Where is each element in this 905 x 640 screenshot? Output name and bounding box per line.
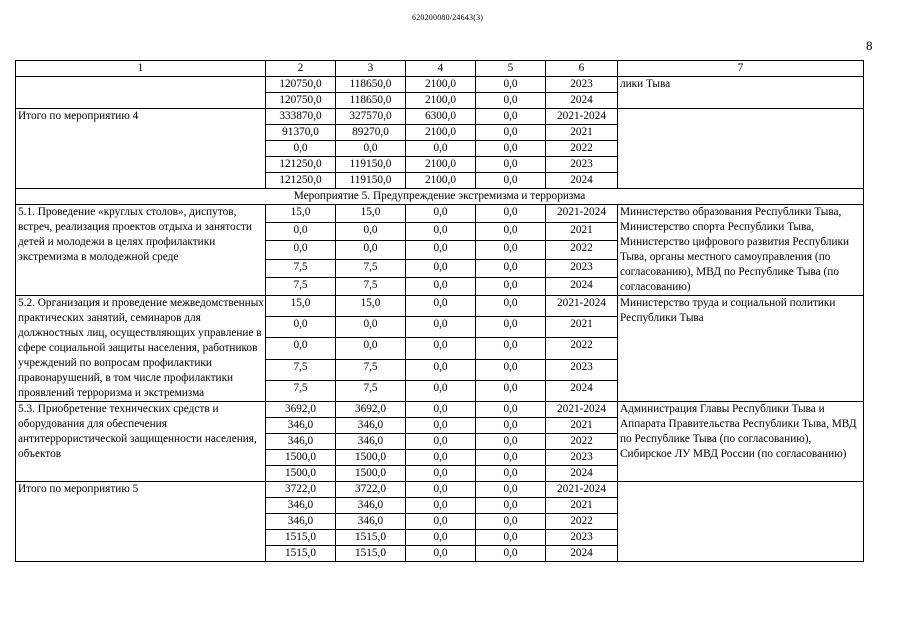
measure-name: 5.3. Приобретение технических средств и оборудования для обеспечения антитеррористической защищенности населения, объектов xyxy=(16,402,266,482)
table-cell: 0,0 xyxy=(406,317,476,338)
responsible-executor xyxy=(618,482,864,562)
table-cell: 0,0 xyxy=(476,514,546,530)
table-cell: 3722,0 xyxy=(266,482,336,498)
table-cell: 346,0 xyxy=(266,514,336,530)
table-cell: 2100,0 xyxy=(406,93,476,109)
header-row xyxy=(16,61,864,77)
table-cell: 2021 xyxy=(546,418,618,434)
table-cell: 0,0 xyxy=(336,338,406,359)
column-header: 7 xyxy=(618,61,864,77)
table-cell: 2023 xyxy=(546,157,618,173)
table-cell: 3692,0 xyxy=(266,402,336,418)
table-cell: 2100,0 xyxy=(406,157,476,173)
table-cell: 0,0 xyxy=(476,380,546,401)
table-cell: 0,0 xyxy=(476,546,546,562)
table-cell: 2022 xyxy=(546,241,618,259)
table-cell: 346,0 xyxy=(336,498,406,514)
table-cell: 2024 xyxy=(546,466,618,482)
table-cell: 2023 xyxy=(546,450,618,466)
table-cell: 346,0 xyxy=(266,434,336,450)
table-cell: 0,0 xyxy=(476,434,546,450)
table-cell: 7,5 xyxy=(266,380,336,401)
table-cell: 119150,0 xyxy=(336,173,406,189)
table-cell: 1500,0 xyxy=(336,466,406,482)
table-cell: 7,5 xyxy=(266,359,336,380)
measure-name xyxy=(16,77,266,109)
table-row xyxy=(16,205,864,223)
table-cell: 2023 xyxy=(546,530,618,546)
column-header: 6 xyxy=(546,61,618,77)
table-cell: 118650,0 xyxy=(336,93,406,109)
table-cell: 89270,0 xyxy=(336,125,406,141)
table-row xyxy=(16,296,864,317)
table-cell: 0,0 xyxy=(266,338,336,359)
table-cell: 2021-2024 xyxy=(546,296,618,317)
table-cell: 6300,0 xyxy=(406,109,476,125)
table-cell: 0,0 xyxy=(476,317,546,338)
document-id: 620200080/24643(3) xyxy=(412,13,484,22)
table-cell: 0,0 xyxy=(476,418,546,434)
table-cell: 2100,0 xyxy=(406,125,476,141)
table-cell: 7,5 xyxy=(266,259,336,277)
table-cell: 2022 xyxy=(546,434,618,450)
table-cell: 0,0 xyxy=(476,241,546,259)
table-row xyxy=(16,482,864,498)
table-cell: 0,0 xyxy=(266,141,336,157)
table-cell: 0,0 xyxy=(406,296,476,317)
table-cell: 2021 xyxy=(546,223,618,241)
table-cell: 2100,0 xyxy=(406,77,476,93)
table-cell: 327570,0 xyxy=(336,109,406,125)
column-header: 2 xyxy=(266,61,336,77)
table-cell: 0,0 xyxy=(476,450,546,466)
table-cell: 1500,0 xyxy=(336,450,406,466)
table-cell: 0,0 xyxy=(476,223,546,241)
table-cell: 0,0 xyxy=(476,141,546,157)
table-cell: 1500,0 xyxy=(266,450,336,466)
budget-table xyxy=(15,60,864,562)
column-header: 4 xyxy=(406,61,476,77)
table-cell: 2023 xyxy=(546,259,618,277)
table-cell: 15,0 xyxy=(266,296,336,317)
table-cell: 0,0 xyxy=(336,141,406,157)
table-cell: 0,0 xyxy=(406,141,476,157)
table-cell: 2023 xyxy=(546,77,618,93)
table-cell: 346,0 xyxy=(336,434,406,450)
table-cell: 346,0 xyxy=(266,498,336,514)
table-cell: 15,0 xyxy=(336,205,406,223)
table-cell: 2024 xyxy=(546,277,618,295)
table-cell: 0,0 xyxy=(406,418,476,434)
table-cell: 0,0 xyxy=(476,259,546,277)
table-cell: 0,0 xyxy=(406,498,476,514)
table-cell: 7,5 xyxy=(336,259,406,277)
table-cell: 2021-2024 xyxy=(546,109,618,125)
table-cell: 0,0 xyxy=(406,514,476,530)
table-cell: 0,0 xyxy=(476,466,546,482)
table-cell: 346,0 xyxy=(266,418,336,434)
measure-name: Итого по мероприятию 4 xyxy=(16,109,266,189)
table-cell: 2021-2024 xyxy=(546,482,618,498)
table-cell: 2021 xyxy=(546,125,618,141)
table-cell: 2024 xyxy=(546,380,618,401)
table-cell: 0,0 xyxy=(476,77,546,93)
table-cell: 120750,0 xyxy=(266,77,336,93)
table-cell: 0,0 xyxy=(476,482,546,498)
table-cell: 0,0 xyxy=(406,402,476,418)
table-cell: 0,0 xyxy=(476,296,546,317)
table-cell: 0,0 xyxy=(406,205,476,223)
table-cell: 0,0 xyxy=(476,338,546,359)
measure-name: Итого по мероприятию 5 xyxy=(16,482,266,562)
table-cell: 1500,0 xyxy=(266,466,336,482)
table-cell: 0,0 xyxy=(476,109,546,125)
section-title: Мероприятие 5. Предупреждение экстремизма и терроризма xyxy=(16,189,864,205)
table-cell: 15,0 xyxy=(266,205,336,223)
table-cell: 3722,0 xyxy=(336,482,406,498)
table-cell: 0,0 xyxy=(406,277,476,295)
table-cell: 0,0 xyxy=(266,241,336,259)
table-cell: 2022 xyxy=(546,514,618,530)
table-cell: 0,0 xyxy=(406,223,476,241)
table-cell: 2024 xyxy=(546,173,618,189)
table-cell: 0,0 xyxy=(406,359,476,380)
column-header: 3 xyxy=(336,61,406,77)
table-cell: 7,5 xyxy=(336,380,406,401)
table-cell: 0,0 xyxy=(406,434,476,450)
table-cell: 0,0 xyxy=(336,223,406,241)
table-cell: 333870,0 xyxy=(266,109,336,125)
table-cell: 2022 xyxy=(546,141,618,157)
table-cell: 2024 xyxy=(546,93,618,109)
table-cell: 2021 xyxy=(546,317,618,338)
table-cell: 0,0 xyxy=(406,380,476,401)
table-cell: 0,0 xyxy=(476,173,546,189)
table-cell: 7,5 xyxy=(336,277,406,295)
table-cell: 7,5 xyxy=(266,277,336,295)
table-row xyxy=(16,109,864,125)
table-cell: 0,0 xyxy=(476,530,546,546)
responsible-executor: лики Тыва xyxy=(618,77,864,109)
table-cell: 0,0 xyxy=(476,93,546,109)
table-cell: 2021 xyxy=(546,498,618,514)
table-cell: 0,0 xyxy=(476,402,546,418)
table-cell: 0,0 xyxy=(266,317,336,338)
measure-name: 5.2. Организация и проведение межведомственных практических занятий, семинаров для должностных лиц, осуществляющих управление в сфере социальной защиты населения, работников учреждений по вопросам профилактики правонарушений, в том числе профилактики проявлений терроризма и экстремизма xyxy=(16,296,266,402)
table-row xyxy=(16,402,864,418)
table-cell: 0,0 xyxy=(406,546,476,562)
table-cell: 0,0 xyxy=(406,466,476,482)
table-cell: 15,0 xyxy=(336,296,406,317)
table-cell: 346,0 xyxy=(336,418,406,434)
measure-name: 5.1. Проведение «круглых столов», диспутов, встреч, реализация проектов отдыха и занятости детей и молодежи в целях профилактики экстремизма в молодежной среде xyxy=(16,205,266,296)
table-cell: 2021-2024 xyxy=(546,402,618,418)
table-cell: 0,0 xyxy=(336,241,406,259)
responsible-executor: Министерство труда и социальной политики Республики Тыва xyxy=(618,296,864,402)
table-cell: 0,0 xyxy=(476,205,546,223)
table-cell: 0,0 xyxy=(406,259,476,277)
table-cell: 0,0 xyxy=(406,530,476,546)
table-cell: 121250,0 xyxy=(266,173,336,189)
table-cell: 91370,0 xyxy=(266,125,336,141)
table-cell: 0,0 xyxy=(476,157,546,173)
column-header: 1 xyxy=(16,61,266,77)
table-cell: 2024 xyxy=(546,546,618,562)
table-cell: 121250,0 xyxy=(266,157,336,173)
table-cell: 0,0 xyxy=(406,482,476,498)
table-cell: 0,0 xyxy=(406,241,476,259)
table-cell: 1515,0 xyxy=(336,530,406,546)
table-cell: 119150,0 xyxy=(336,157,406,173)
table-cell: 120750,0 xyxy=(266,93,336,109)
responsible-executor xyxy=(618,109,864,189)
responsible-executor: Министерство образования Республики Тыва, Министерство спорта Республики Тыва, Министерство цифрового развития Республики Тыва, органы местного самоуправления (по согласованию), МВД по Республике Тыва (по согласованию) xyxy=(618,205,864,296)
table-cell: 2023 xyxy=(546,359,618,380)
table-cell: 118650,0 xyxy=(336,77,406,93)
table-cell: 0,0 xyxy=(476,277,546,295)
table-cell: 3692,0 xyxy=(336,402,406,418)
table-cell: 346,0 xyxy=(336,514,406,530)
section-row xyxy=(16,189,864,205)
column-header: 5 xyxy=(476,61,546,77)
table-cell: 2021-2024 xyxy=(546,205,618,223)
table-cell: 0,0 xyxy=(406,338,476,359)
table-cell: 0,0 xyxy=(476,498,546,514)
table-cell: 1515,0 xyxy=(266,546,336,562)
table-cell: 0,0 xyxy=(476,125,546,141)
table-cell: 0,0 xyxy=(266,223,336,241)
page-number: 8 xyxy=(866,38,873,53)
table-cell: 2022 xyxy=(546,338,618,359)
table-cell: 1515,0 xyxy=(336,546,406,562)
responsible-executor: Администрация Главы Республики Тыва и Аппарата Правительства Республики Тыва, МВД по Республике Тыва (по согласованию), Сибирское ЛУ МВД России (по согласованию) xyxy=(618,402,864,482)
table-cell: 2100,0 xyxy=(406,173,476,189)
table-cell: 1515,0 xyxy=(266,530,336,546)
table-cell: 0,0 xyxy=(476,359,546,380)
table-cell: 0,0 xyxy=(406,450,476,466)
table-row xyxy=(16,77,864,93)
table-cell: 7,5 xyxy=(336,359,406,380)
table-cell: 0,0 xyxy=(336,317,406,338)
